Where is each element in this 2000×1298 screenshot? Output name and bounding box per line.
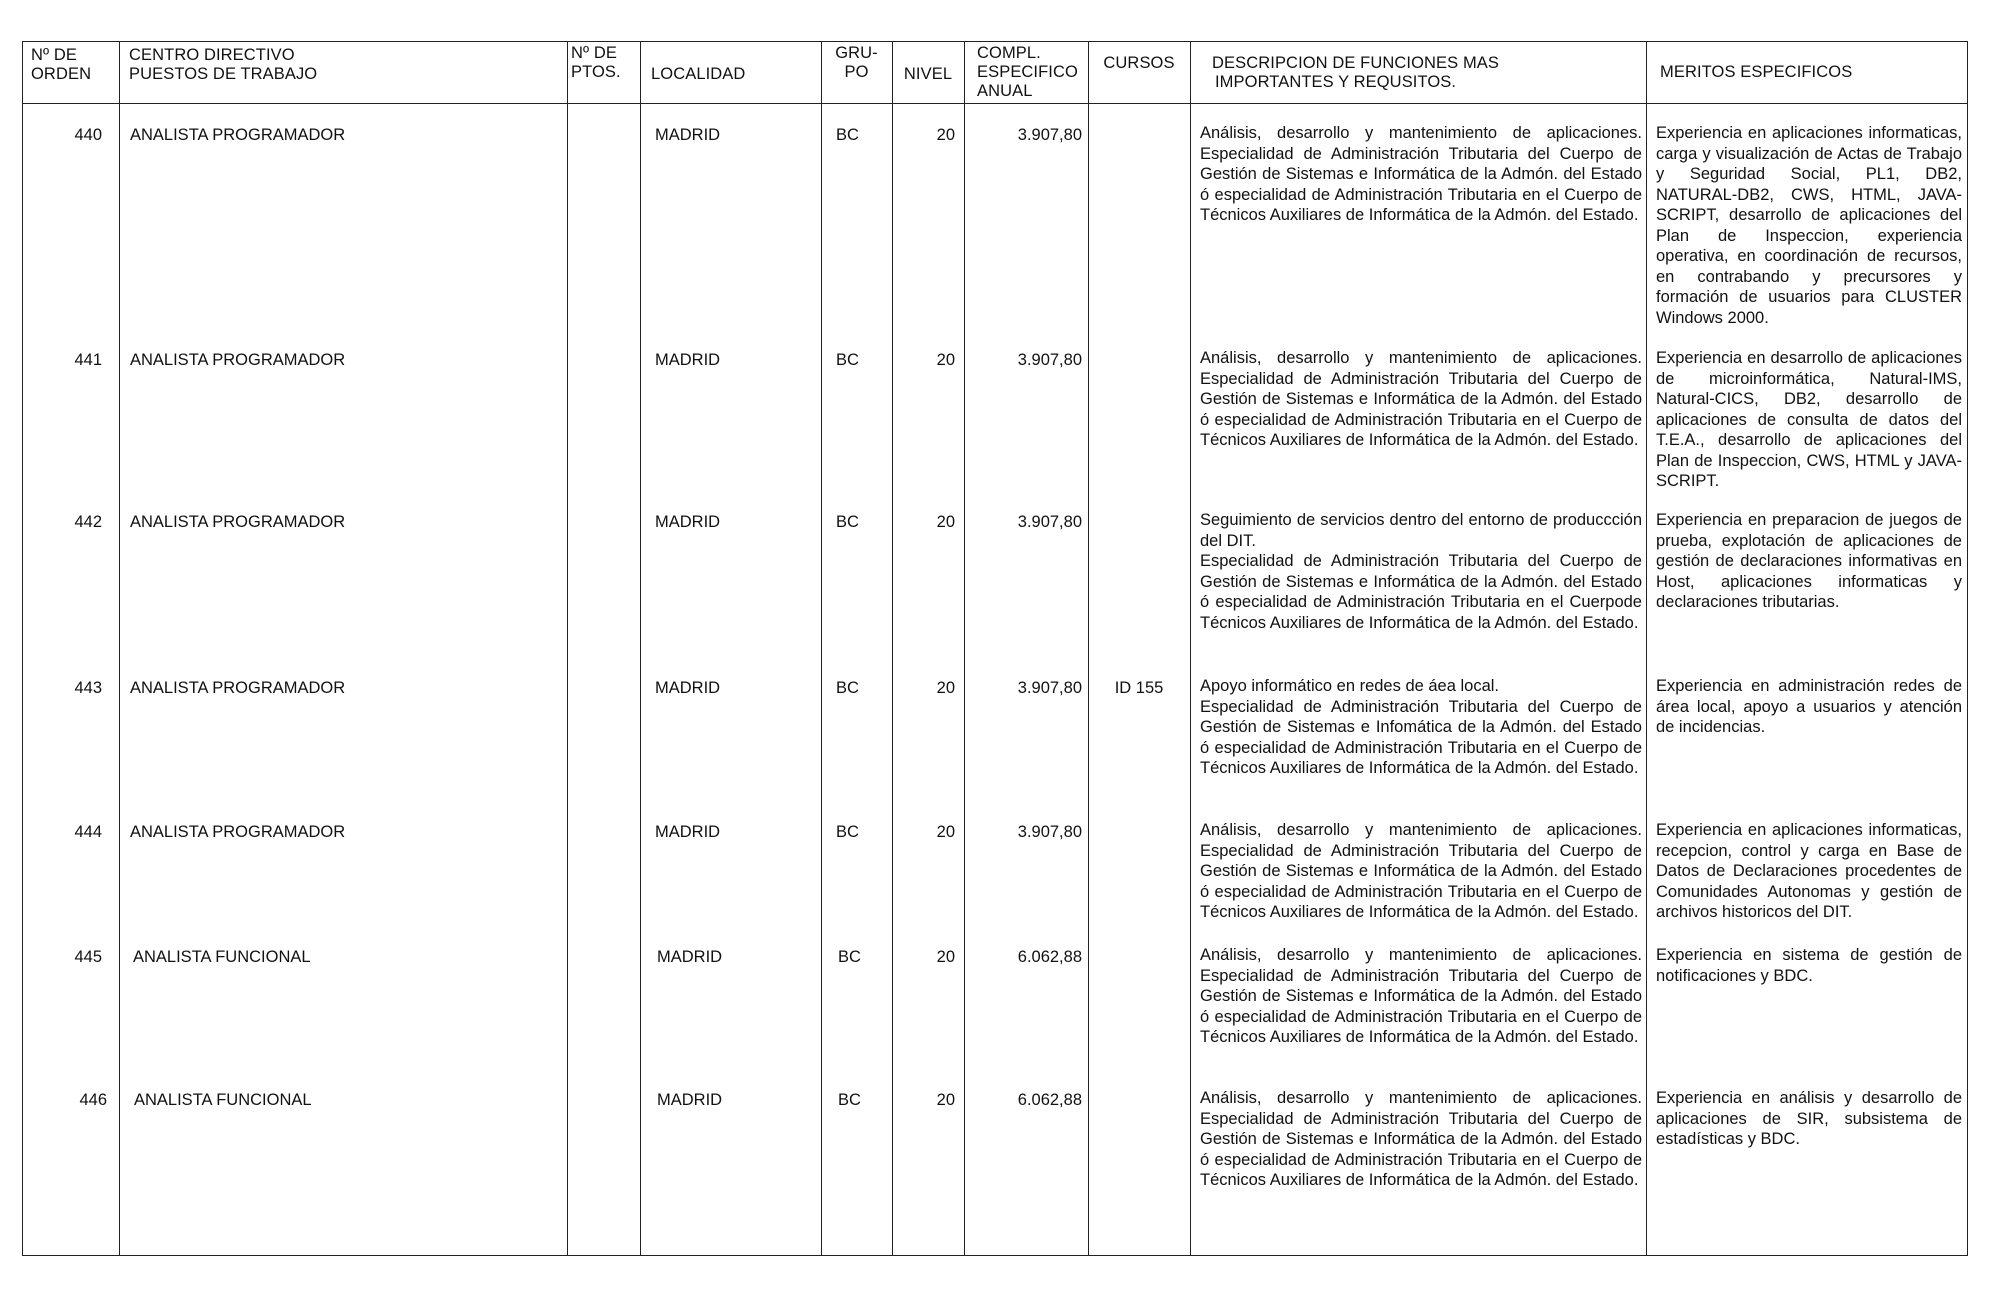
header-compl-line: COMPL. <box>977 44 1041 62</box>
header-centro <box>129 46 559 84</box>
localidad-cell: MADRID <box>655 823 721 841</box>
grupo-cell: BC <box>838 948 861 966</box>
column-divider <box>964 41 965 1256</box>
header-ptos-line: PTOS. <box>571 63 621 81</box>
meritos-cell: Experiencia en sistema de gestión de notificaciones y BDC. <box>1656 946 1962 985</box>
nivel-cell: 20 <box>936 823 955 841</box>
meritos-cell: Experiencia en preparacion de juegos de prueba, explotación de aplicaciones de gestión de declaraciones informativas en Host, aplicaciones informaticas y declaraciones tributarias. <box>1656 511 1962 611</box>
nivel-cell: 20 <box>936 513 955 531</box>
puesto-cell: ANALISTA FUNCIONAL <box>134 1091 312 1109</box>
header-grupo-line: PO <box>844 63 869 81</box>
header-compl-line: ANUAL <box>977 82 1033 100</box>
descripcion-cell: Análisis, desarrollo y mantenimiento de aplicaciones. Especialidad de Administración Tributaria del Cuerpo de Gestión de Sistemas e Informática de la Admón. del Estado ó especialidad de Administración Tributaria en el Cuerpo de Técnicos Auxiliares de Informática de la Admón. del Estado. <box>1200 349 1642 449</box>
header-orden-line: Nº DE <box>31 46 77 64</box>
header-localidad: LOCALIDAD <box>651 65 746 83</box>
header-nivel: NIVEL <box>903 65 953 83</box>
orden-cell: 442 <box>74 513 102 531</box>
header-descripcion-line: DESCRIPCION DE FUNCIONES MAS <box>1212 54 1499 72</box>
meritos-cell: Experiencia en aplicaciones informaticas, carga y visualización de Actas de Trabajo y Seguridad Social, PL1, DB2, NATURAL-DB2, CWS, HTML, JAVA-SCRIPT, desarrollo de aplicaciones del Plan de Inspeccion, experiencia operativa, en coordinación de recursos, en contrabando y precursores y formación de usuarios para CLUSTER Windows 2000. <box>1656 124 1962 327</box>
descripcion-cell: Análisis, desarrollo y mantenimiento de aplicaciones. Especialidad de Administración Tributaria del Cuerpo de Gestión de Sistemas e Informática de la Admón. del Estado ó especialidad de Administración Tributaria en el Cuerpo de Técnicos Auxiliares de Informática de la Admón. del Estado. <box>1200 124 1642 224</box>
meritos-cell: Experiencia en análisis y desarrollo de aplicaciones de SIR, subsistema de estadísticas y BDC. <box>1656 1089 1962 1148</box>
header-centro-line: PUESTOS DE TRABAJO <box>129 65 318 83</box>
grupo-cell: BC <box>836 126 859 144</box>
header-orden <box>31 46 117 84</box>
header-compl-line: ESPECIFICO <box>977 63 1078 81</box>
descripcion-body: Especialidad de Administración Tributaria del Cuerpo de Gestión de Sistemas e Informática de la Admón. del Estado ó especialidad de Administración Tributaria en el Cuerpode Técnicos Auxiliares de Informática de la Admón. del Estado. <box>1200 552 1642 632</box>
column-divider <box>119 41 120 1256</box>
orden-cell: 441 <box>74 351 102 369</box>
header-divider <box>22 103 1968 104</box>
localidad-cell: MADRID <box>655 351 721 369</box>
nivel-cell: 20 <box>936 351 955 369</box>
header-descripcion-line: IMPORTANTES Y REQUSITOS. <box>1215 73 1457 91</box>
descripcion-cell <box>1200 510 1642 633</box>
column-divider <box>821 41 822 1256</box>
descripcion-intro: Seguimiento de servicios dentro del entorno de produccción del DIT. <box>1200 511 1642 550</box>
puesto-cell: ANALISTA PROGRAMADOR <box>130 679 346 697</box>
descripcion-body: Especialidad de Administración Tributaria del Cuerpo de Gestión de Sistemas e Infomática de la Admón. del Estado ó especialidad de Administración Tributaria en el Cuerpo de Técnicos Auxiliares de Informática de la Admón. del Estado. <box>1200 697 1642 777</box>
orden-cell: 443 <box>74 679 102 697</box>
puesto-cell: ANALISTA PROGRAMADOR <box>130 513 346 531</box>
compl-cell: 3.907,80 <box>1017 823 1082 841</box>
compl-cell: 3.907,80 <box>1017 126 1082 144</box>
descripcion-cell <box>1200 676 1642 779</box>
compl-cell: 3.907,80 <box>1017 513 1082 531</box>
compl-cell: 6.062,88 <box>1017 948 1082 966</box>
compl-cell: 6.062,88 <box>1017 1091 1082 1109</box>
localidad-cell: MADRID <box>657 948 723 966</box>
puesto-cell: ANALISTA PROGRAMADOR <box>130 823 346 841</box>
header-compl <box>977 44 1087 101</box>
cursos-cell: ID 155 <box>1114 679 1164 697</box>
header-centro-line: CENTRO DIRECTIVO <box>129 46 295 64</box>
meritos-cell: Experiencia en desarrollo de aplicaciones de microinformática, Natural-IMS, Natural-CICS, DB2, desarrollo de aplicaciones de consulta de datos del T.E.A., desarrollo de aplicaciones del Plan de Inspeccion, CWS, HTML y JAVA-SCRIPT. <box>1656 349 1962 490</box>
localidad-cell: MADRID <box>655 679 721 697</box>
descripcion-cell: Análisis, desarrollo y mantenimiento de aplicaciones. Especialidad de Administración Tributaria del Cuerpo de Gestión de Sistemas e Informática de la Admón. del Estado ó especialidad de Administración Tributaria en el Cuerpo de Técnicos Auxiliares de Informática de la Admón. del Estado. <box>1200 821 1642 921</box>
nivel-cell: 20 <box>936 126 955 144</box>
header-grupo <box>821 44 892 82</box>
column-divider <box>1190 41 1191 1256</box>
compl-cell: 3.907,80 <box>1017 679 1082 697</box>
grupo-cell: BC <box>836 823 859 841</box>
descripcion-intro: Apoyo informático en redes de áea local. <box>1200 677 1500 695</box>
compl-cell: 3.907,80 <box>1017 351 1082 369</box>
descripcion-cell: Análisis, desarrollo y mantenimiento de aplicaciones. Especialidad de Administración Tributaria del Cuerpo de Gestión de Sistemas e Informática de la Admón. del Estado ó especialidad de Administración Tributaria en el Cuerpo de Técnicos Auxiliares de Informática de la Admón. del Estado. <box>1200 1089 1642 1189</box>
header-meritos: MERITOS ESPECIFICOS <box>1660 63 1853 81</box>
column-divider <box>640 41 641 1256</box>
puesto-cell: ANALISTA PROGRAMADOR <box>130 126 346 144</box>
header-grupo-line: GRU- <box>835 44 878 62</box>
grupo-cell: BC <box>836 679 859 697</box>
orden-cell: 440 <box>74 126 102 144</box>
header-ptos <box>571 44 637 82</box>
meritos-cell: Experiencia en administración redes de área local, apoyo a usuarios y atención de incidencias. <box>1656 677 1962 736</box>
column-divider <box>1646 41 1647 1256</box>
column-divider <box>567 41 568 1256</box>
header-descripcion <box>1212 54 1632 92</box>
nivel-cell: 20 <box>936 679 955 697</box>
column-divider <box>1088 41 1089 1256</box>
orden-cell: 445 <box>74 948 102 966</box>
header-orden-line: ORDEN <box>31 65 92 83</box>
nivel-cell: 20 <box>936 1091 955 1109</box>
localidad-cell: MADRID <box>655 513 721 531</box>
puesto-cell: ANALISTA FUNCIONAL <box>133 948 311 966</box>
nivel-cell: 20 <box>936 948 955 966</box>
localidad-cell: MADRID <box>655 126 721 144</box>
localidad-cell: MADRID <box>657 1091 723 1109</box>
meritos-cell: Experiencia en aplicaciones informaticas, recepcion, control y carga en Base de Datos de Declaraciones procedentes de Comunidades Autonomas y gestión de archivos historicos del DIT. <box>1656 821 1962 921</box>
grupo-cell: BC <box>836 513 859 531</box>
puesto-cell: ANALISTA PROGRAMADOR <box>130 351 346 369</box>
orden-cell: 446 <box>79 1091 107 1109</box>
column-divider <box>892 41 893 1256</box>
grupo-cell: BC <box>836 351 859 369</box>
header-cursos: CURSOS <box>1103 54 1175 72</box>
grupo-cell: BC <box>838 1091 861 1109</box>
header-ptos-line: Nº DE <box>571 44 617 62</box>
orden-cell: 444 <box>74 823 102 841</box>
descripcion-cell: Análisis, desarrollo y mantenimiento de aplicaciones. Especialidad de Administración Tributaria del Cuerpo de Gestión de Sistemas e Informática de la Admón. del Estado ó especialidad de Administración Tributaria en el Cuerpo de Técnicos Auxiliares de Informática de la Admón. del Estado. <box>1200 946 1642 1046</box>
